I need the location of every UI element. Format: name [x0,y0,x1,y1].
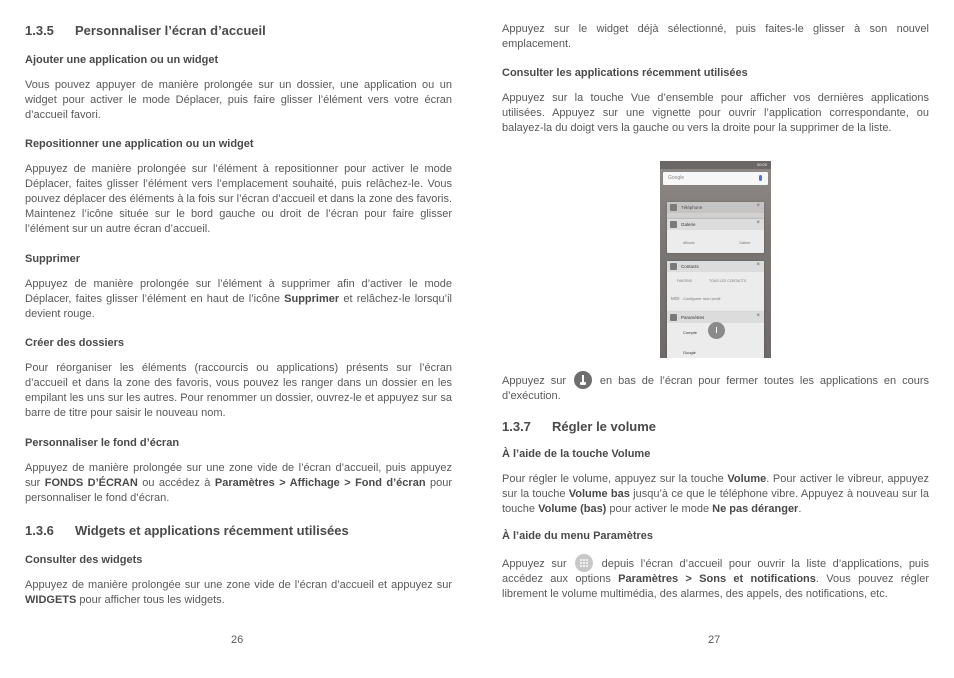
close-icon: × [756,262,760,268]
paragraph-volume: Pour régler le volume, appuyez sur la touche Volume. Pour activer le vibreur, appuyez sur la touche Volume bas jusqu’à ce que le téléphone vibre. Appuyez à nouveau sur la touche Volume (bas) pour activer le mode Ne pas déranger. [502,473,930,515]
app-drawer-icon [575,554,593,572]
clear-all-icon [574,371,592,389]
paragraph-ajouter: Vous pouvez appuyer de manière prolongée sur un dossier, une application ou un widget pour activer le mode Déplacer, puis faire glisser l’élément vers votre écran d’accueil favori. [25,79,452,121]
paragraph-fond-ecran: Appuyez de manière prolongée sur une zone vide de l’écran d’accueil, puis appuyez sur FONDS D’ÉCRAN ou accédez à Paramètres > Affichage > Fond d’écran pour personnaliser le fond d’écran. [25,462,452,504]
phone-icon [670,204,677,211]
close-icon: × [756,313,760,319]
clear-all-button[interactable] [708,322,725,339]
paragraph-menu: Appuyez sur depuis l’écran d’accueil pour ouvrir la liste d’applications, puis accédez aux options Paramètres > Sons et notifications. Vous pouvez régler librement le volume multimédia, des alarmes, des appels, des notifications, etc. [502,554,929,602]
subheading-dossiers: Créer des dossiers [25,337,125,349]
paragraph-fermer: Appuyez sur en bas de l’écran pour fermer toutes les applications en cours d’exécution. [502,371,929,404]
paragraph-dossiers: Pour réorganiser les éléments (raccourcis ou applications) présents sur l’écran d’accueil et dans la zone des favoris, vous pouvez les ranger dans un dossier en les empilant les uns sur les autres. Pour renommer un dossier, ouvrez-le et appuyez sur sa barre de titre pour saisir le nouveau nom. [25,362,452,419]
page-number-right: 27 [708,634,721,646]
paragraph-recentes: Appuyez sur la touche Vue d’ensemble pour afficher vos dernières applications utilisées. Appuyez sur une vignette pour ouvrir l’application correspondante, ou balayez-la du doigt vers la gauche ou vers la droite pour la supprimer de la liste. [502,92,929,134]
subheading-menu-parametres: À l’aide du menu Paramètres [502,530,653,542]
section-heading-1-3-6: 1.3.6 Widgets et applications récemment utilisées [25,523,349,538]
subheading-repositionner: Repositionner une application ou un widget [25,138,254,150]
gallery-icon [670,221,677,228]
subheading-recentes: Consulter les applications récemment utilisées [502,67,748,79]
microphone-icon [759,175,762,181]
subheading-widgets: Consulter des widgets [25,554,143,566]
subheading-fond-ecran: Personnaliser le fond d’écran [25,437,180,449]
recent-card-parametres: Paramètres × Compte Google [667,312,764,358]
close-icon: × [756,203,760,209]
recent-card-contacts: Contacts × FAVORIS TOUS LES CONTACTS MOI Configurer mon profil [667,261,764,313]
close-icon: × [756,220,760,226]
subheading-ajouter: Ajouter une application ou un widget [25,54,219,66]
recent-card-galerie: Galerie × Albums Galerie [667,219,764,253]
recent-apps-screenshot [660,161,771,358]
recent-card-telephone: Téléphone × [667,202,764,222]
page-number-left: 26 [231,634,244,646]
settings-icon [670,314,677,321]
section-heading-1-3-7: 1.3.7 Régler le volume [502,419,657,434]
section-heading-1-3-5: 1.3.5 Personnaliser l’écran d’accueil [25,23,266,38]
status-bar: 00:00 [660,161,771,169]
contacts-icon [670,263,677,270]
subheading-supprimer: Supprimer [25,253,81,265]
paragraph-glisser: Appuyez sur le widget déjà sélectionné, puis faites-le glisser à son nouvel emplacement. [502,23,929,50]
paragraph-supprimer: Appuyez de manière prolongée sur l’élément à supprimer afin d’activer le mode Déplacer, faites glisser l’élément en haut de l’icône Supprimer et relâchez-le lorsqu’il devient rouge. [25,278,452,320]
subheading-touche-volume: À l’aide de la touche Volume [502,448,651,460]
google-search-bar: Google [663,172,768,185]
paragraph-repositionner: Appuyez de manière prolongée sur l’élément à repositionner pour activer le mode Déplacer, faites glisser l’élément vers l’emplacement souhaité, puis relâchez-le. Vous pouvez déplacer des éléments à la fois sur l’écran d’accueil et dans la zone des favoris. Maintenez l’icône située sur le bord gauche ou droit de l’écran pour faire glisser l’élément sur un autre écran d’accueil. [25,163,452,235]
paragraph-widgets: Appuyez de manière prolongée sur une zone vide de l’écran d’accueil et appuyez sur WIDGETS pour afficher tous les widgets. [25,579,452,606]
